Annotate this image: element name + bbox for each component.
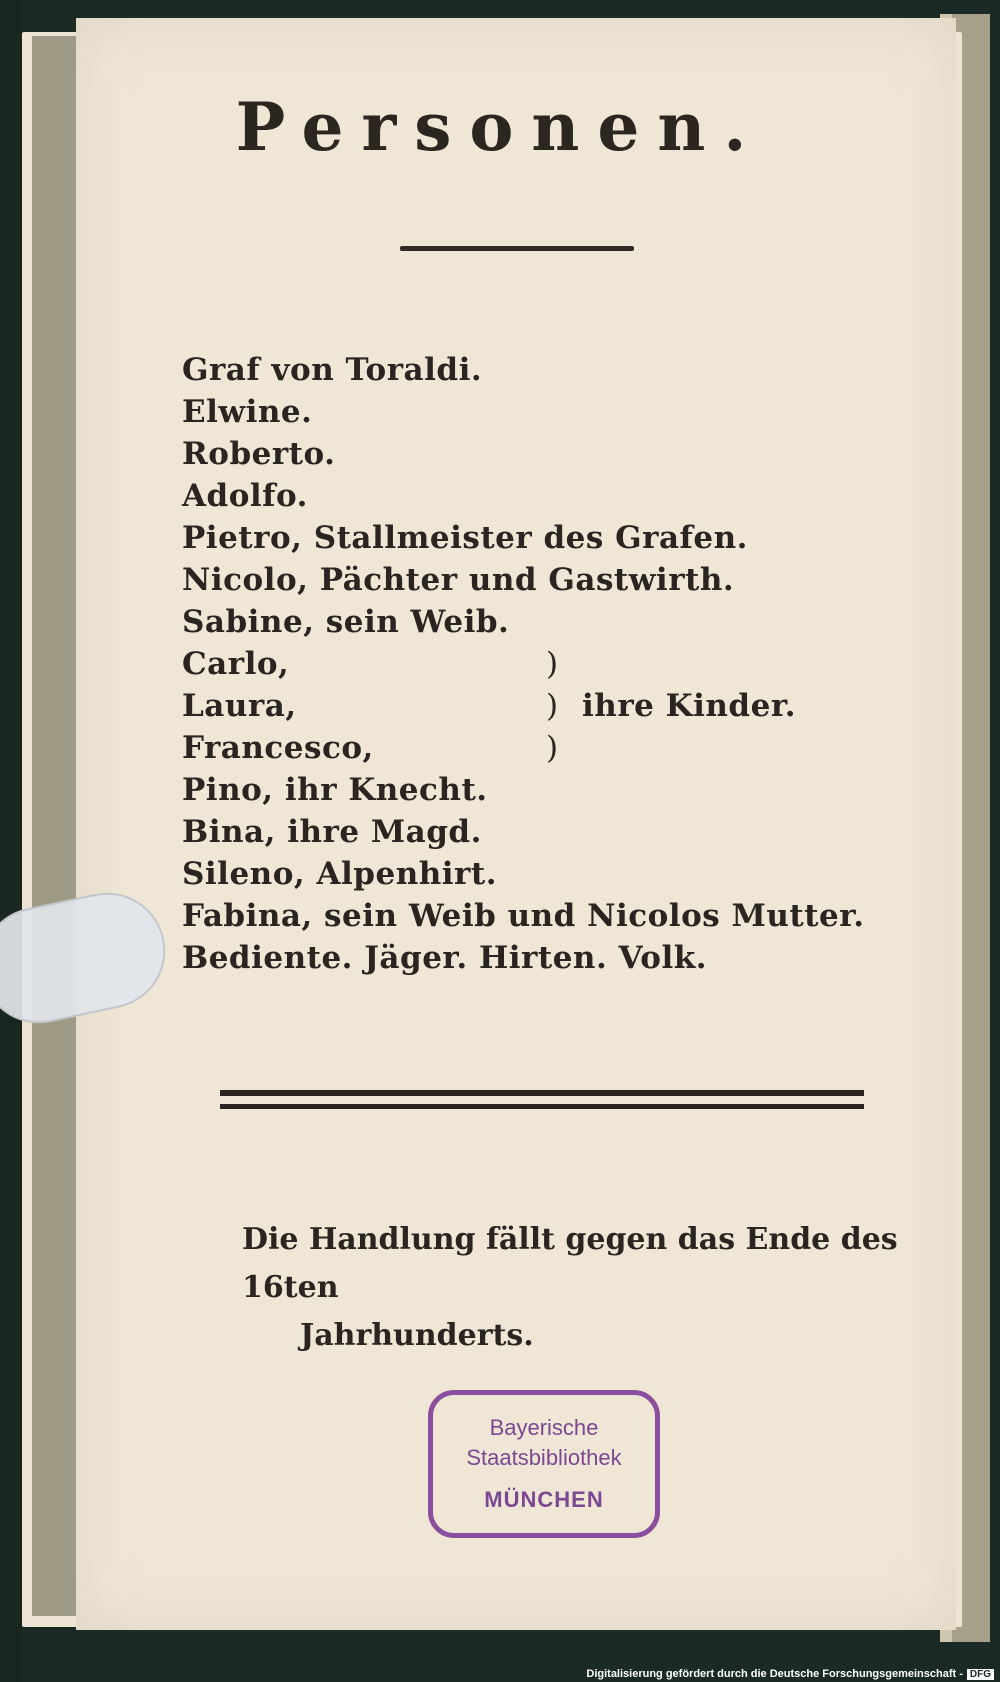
credit-text: Digitalisierung gefördert durch die Deutsche Forschungsgemeinschaft - — [586, 1668, 963, 1680]
bracket: ) — [546, 646, 559, 682]
child-name: Laura, — [182, 688, 297, 724]
library-stamp — [428, 1390, 660, 1538]
cast-item: Adolfo. — [182, 478, 308, 514]
page-title: Personen. — [235, 88, 765, 166]
child-name: Francesco, — [182, 730, 374, 766]
cast-item-child — [182, 730, 902, 772]
stamp-line: MÜNCHEN — [484, 1487, 604, 1512]
double-rule-bottom — [220, 1104, 864, 1109]
cast-item: Sabine, sein Weib. — [182, 604, 510, 640]
cast-item-child — [182, 646, 902, 688]
cast-list — [182, 352, 902, 982]
title-rule — [400, 246, 634, 251]
bracket: ) — [546, 688, 559, 724]
dfg-logo: DFG — [967, 1669, 994, 1680]
cast-item: Elwine. — [182, 394, 313, 430]
scan-background-left — [0, 0, 22, 1682]
cast-item: Pino, ihr Knecht. — [182, 772, 488, 808]
cast-item: Nicolo, Pächter und Gastwirth. — [182, 562, 735, 598]
setting-note — [242, 1216, 922, 1360]
bracket: ) — [546, 730, 559, 766]
cast-item: Pietro, Stallmeister des Grafen. — [182, 520, 748, 556]
double-rule-top — [220, 1090, 864, 1096]
cast-item: Bina, ihre Magd. — [182, 814, 482, 850]
cast-item: Graf von Toraldi. — [182, 352, 483, 388]
stamp-line: Bayerische — [489, 1415, 599, 1440]
cast-item: Roberto. — [182, 436, 336, 472]
cast-item: Fabina, sein Weib und Nicolos Mutter. — [182, 898, 865, 934]
note-line: Die Handlung fällt gegen das Ende des 16ten — [242, 1222, 898, 1305]
cast-item-child — [182, 688, 902, 730]
note-line: Jahrhunderts. — [300, 1318, 534, 1353]
child-name: Carlo, — [182, 646, 290, 682]
children-label: ihre Kinder. — [582, 688, 797, 724]
cast-item: Sileno, Alpenhirt. — [182, 856, 497, 892]
stamp-line: Staatsbibliothek — [466, 1445, 622, 1470]
cast-item: Bediente. Jäger. Hirten. Volk. — [182, 940, 707, 976]
digitization-credit — [586, 1668, 994, 1680]
